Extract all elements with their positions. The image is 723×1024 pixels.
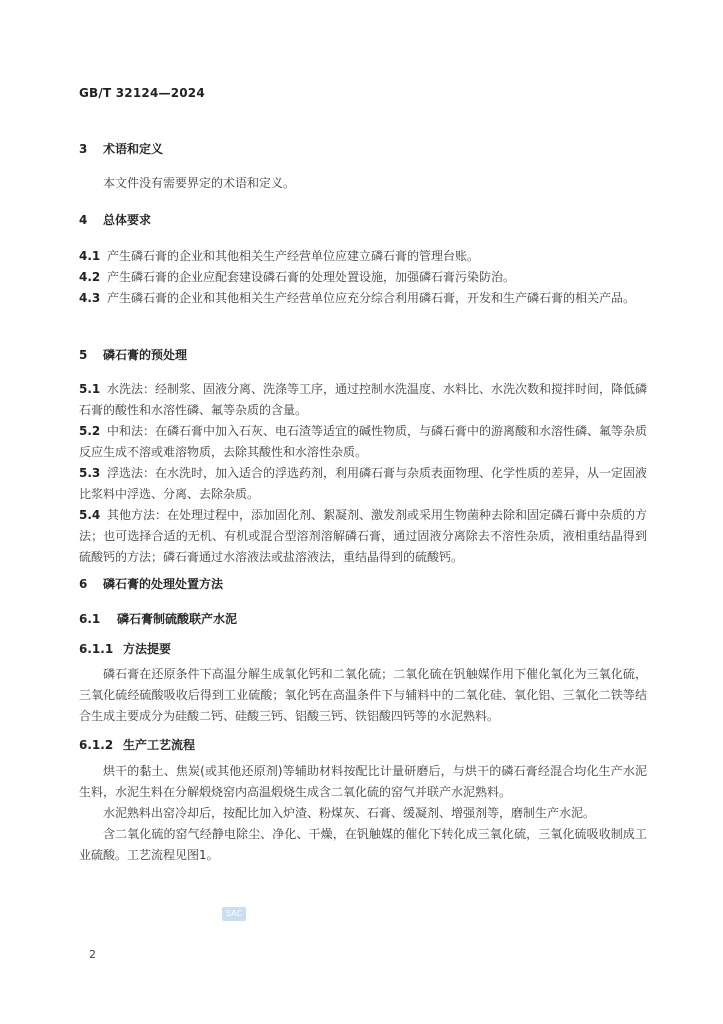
section-number: 6.1 [79, 612, 101, 626]
clause-text: 浮选法：在水洗时，加入适合的浮选药剂，利用磷石膏与杂质表面物理、化学性质的差异，从一定固液比浆料中浮选、分离、去除杂质。 [79, 466, 648, 501]
section-number: 6 [79, 577, 88, 591]
section-6-heading [79, 575, 223, 592]
section-title: 术语和定义 [103, 142, 164, 156]
section-title: 磷石膏的处理处置方法 [103, 577, 224, 591]
clause-4-3 [79, 288, 647, 309]
clause-4-1 [79, 246, 647, 267]
clause-text: 中和法：在磷石膏中加入石灰、电石渣等适宜的碱性物质，与磷石膏中的游离酸和水溶性磷、氟等杂质反应生成不溶或难溶物质，去除其酸性和水溶性杂质。 [79, 424, 648, 459]
section-number: 6.1.1 [79, 642, 114, 656]
section-title: 总体要求 [103, 213, 152, 227]
section-5-heading [79, 346, 187, 363]
section-6-1-2-heading [79, 736, 195, 753]
section-title: 磷石膏制硫酸联产水泥 [117, 612, 238, 626]
clause-5-2 [79, 421, 647, 463]
section-6-1-2-paragraph: 含二氧化硫的窑气经静电除尘、净化、干燥，在钒触媒的催化下转化成三氧化硫，三氧化硫吸收制成工业硫酸。工艺流程见图1。 [79, 827, 647, 862]
section-title: 磷石膏的预处理 [103, 348, 188, 362]
clause-text: 水洗法：经制浆、固液分离、洗涤等工序，通过控制水洗温度、水料比、水洗次数和搅拌时间，降低磷石膏的酸性和水溶性磷、氟等杂质的含量。 [79, 382, 648, 417]
clause-number: 5.3 [79, 466, 101, 480]
section-3-heading [79, 140, 163, 157]
clause-text: 产生磷石膏的企业应配套建设磷石膏的处理处置设施，加强磷石膏污染防治。 [107, 270, 516, 284]
section-6-1-1-heading [79, 640, 171, 657]
clause-number: 5.1 [79, 382, 101, 396]
clause-number: 4.1 [79, 249, 101, 263]
section-3-body: 本文件没有需要界定的术语和定义。 [103, 176, 296, 190]
section-title: 生产工艺流程 [123, 738, 196, 752]
section-6-1-2-paragraph: 水泥熟料出窑冷却后，按配比加入炉渣、粉煤灰、石膏、缓凝剂、增强剂等，磨制生产水泥。 [103, 806, 596, 820]
section-number: 4 [79, 213, 88, 227]
clause-5-3 [79, 463, 647, 505]
section-4-heading [79, 211, 151, 228]
section-number: 3 [79, 142, 88, 156]
clause-number: 5.4 [79, 508, 101, 522]
section-number: 5 [79, 348, 88, 362]
clause-5-1 [79, 379, 647, 421]
clause-text: 产生磷石膏的企业和其他相关生产经营单位应建立磷石膏的管理台账。 [107, 249, 480, 263]
section-number: 6.1.2 [79, 738, 114, 752]
clause-number: 4.3 [79, 291, 101, 305]
clause-5-4 [79, 505, 647, 568]
sac-watermark: SAC [222, 907, 246, 921]
section-6-1-2-paragraph: 烘干的黏土、焦炭(或其他还原剂)等辅助材料按配比计量研磨后，与烘干的磷石膏经混合均化生产水泥生料，水泥生料在分解煅烧窑内高温煅烧生成含二氧化硫的窑气并联产水泥熟料。 [79, 764, 647, 799]
standard-number: GB/T 32124—2024 [79, 86, 205, 100]
page-number: 2 [89, 948, 96, 961]
clause-number: 4.2 [79, 270, 101, 284]
clause-4-2 [79, 267, 647, 288]
clause-number: 5.2 [79, 424, 101, 438]
clause-text: 其他方法：在处理过程中，添加固化剂、絮凝剂、激发剂或采用生物菌种去除和固定磷石膏中杂质的方法；也可选择合适的无机、有机或混合型溶剂溶解磷石膏，通过固液分离除去不溶性杂质，液相重结晶得到硫酸钙的方法；磷石膏通过水溶液法或盐溶液法，重结晶得到的硫酸钙。 [79, 508, 648, 564]
section-6-1-heading [79, 610, 237, 627]
clause-text: 产生磷石膏的企业和其他相关生产经营单位应充分综合利用磷石膏，开发和生产磷石膏的相关产品。 [107, 291, 636, 305]
section-6-1-1-body: 磷石膏在还原条件下高温分解生成氧化钙和二氧化硫；二氧化硫在钒触媒作用下催化氧化为三氧化硫，三氧化硫经硫酸吸收后得到工业硫酸；氧化钙在高温条件下与辅料中的二氧化硅、氧化铝、三氧化二铁等结合生成主要成分为硅酸二钙、硅酸三钙、铝酸三钙、铁铝酸四钙等的水泥熟料。 [79, 667, 647, 723]
section-title: 方法提要 [123, 642, 172, 656]
